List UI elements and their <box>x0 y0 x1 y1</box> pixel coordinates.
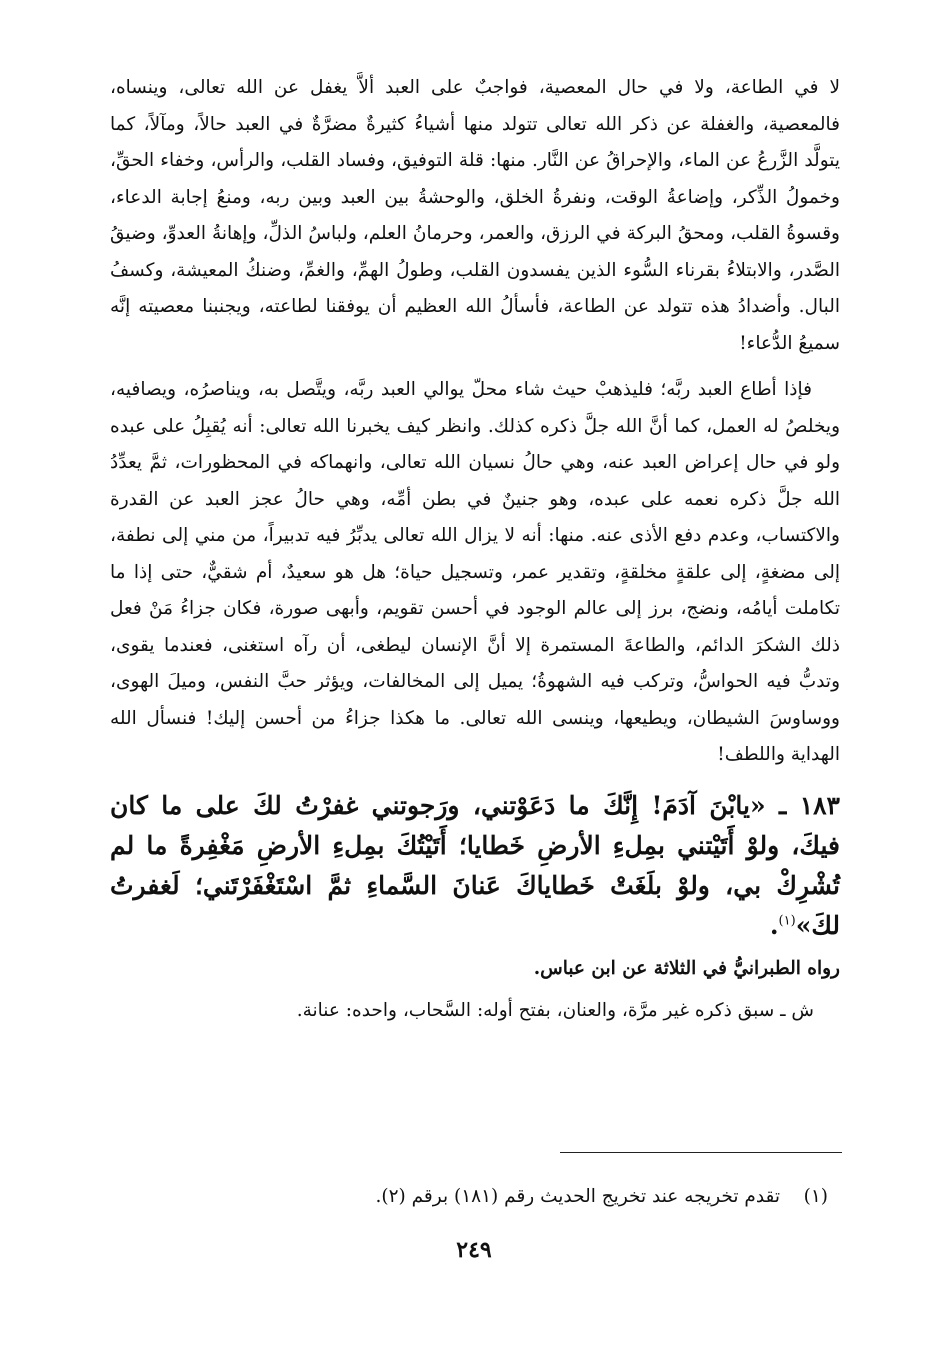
footnote-divider <box>560 1152 842 1153</box>
footnote-marker: (١) <box>803 1186 828 1207</box>
source-line: رواه الطبرانيُّ في الثلاثة عن ابن عباس. <box>533 957 840 979</box>
page-body <box>110 70 840 1028</box>
page-number: ٢٤٩ <box>456 1237 492 1263</box>
hadith-text: ١٨٣ ـ «يابْنَ آدَمَ! إِنَّكَ ما دَعَوْتني، ورَجوتني غفرْتُ لكَ على ما كان فيكَ، ولوْ أَتَيْتني بمِلءِ الأرضِ خَطايا؛ أَتَيْتُكَ بمِلءِ الأرضِ مَغْفِرةً ما لم تُشْرِكْ بي، ولوْ بلَغَتْ خَطاياكَ عَنانَ السَّماءِ ثمَّ اسْتَغْفَرْتَني؛ لَغفرتُ لكَ» <box>110 790 840 940</box>
hadith-183 <box>110 786 840 946</box>
paragraph-1: لا في الطاعة، ولا في حال المعصية، فواجبٌ على العبد ألاَّ يغفل عن الله تعالى، وينساه، فالمعصية، والغفلة عن ذكر الله تعالى تتولد منها أشياءُ كثيرةٌ مضرَّةٌ في العبد حالاً، ومآلاً، كما يتولَّد الزَّرعُ عن الماء، والإحراقُ عن النَّار. منها: قلة التوفيق، وفساد القلب، والرأس، وخفاء الحقِّ، وخمولُ الذِّكر، وإضاعةُ الوقت، ونفرةُ الخلق، والوحشةُ بين العبد وبين ربه، ومنعُ إجابة الدعاء، وقسوةُ القلب، ومحقُ البركة في الرزق، والعمر، وحرمانُ العلم، ولباسُ الذلِّ، وإهانةُ العدوِّ، وضيقُ الصَّدر، والابتلاءُ بقرناء السُّوء الذين يفسدون القلب، وطولُ الهمِّ، والغمِّ، وضنكُ المعيشة، وكسفُ البال. وأضدادُ هذه تتولد عن الطاعة، فأسألُ الله العظيم أن يوفقنا لطاعته، ويجنبنا معصيته إنَّه سميعُ الدُّعاء! <box>110 77 840 354</box>
hadith-footnote-marker[interactable]: (١) <box>778 913 796 929</box>
commentary: ش ـ سبق ذكره غير مرَّة، والعنان، بفتح أوله: السَّحاب، واحده: عنانة. <box>296 999 814 1021</box>
paragraph-2: فإذا أطاع العبد ربَّه؛ فليذهبْ حيث شاء محلّ يوالي العبد ربَّه، ويتَّصل به، ويناصرُه، ويصافيه، ويخلصُ له العمل، كما أنَّ الله جلَّ ذكره كذلك. وانظر كيف يخبرنا الله تعالى: أنه يُقبِلُ على عبده ولو في حال إعراض العبد عنه، وهي حالُ نسيان الله تعالى، وانهماكه في المحظورات، ثمَّ يعدِّدُ الله جلَّ ذكره نعمه على عبده، وهو جنينٌ في بطن أمِّه، وهي حالُ عجز العبد عن القدرة والاكتساب، وعدم دفع الأذى عنه. منها: أنه لا يزال الله تعالى يدبِّرُ فيه تدبيراً، من مني إلى نطفة، إلى مضغةٍ، إلى علقةٍ مخلقةٍ، وتقدير عمر، وتسجيل حياة؛ هل هو سعيدٌ، أم شقيٌّ، حتى إذا ما تكاملت أيامُه، ونضج، برز إلى عالم الوجود في أحسن تقويم، وأبهى صورة، فكان جزاءُ مَنْ فعل ذلك الشكرَ الدائم، والطاعةَ المستمرة إلا أنَّ الإنسان ليطغى، أن رآه استغنى، فعندما يقوى، وتدبُّ فيه الحواسُّ، وتركب فيه الشهوةُ؛ يميل إلى المخالفات، ويؤثر حبَّ النفس، وميلَ الهوى، ووساوسَ الشيطان، ويطيعها، وينسى الله تعالى. ما هكذا جزاءُ من أحسن إليك! فنسأل الله الهداية واللطف! <box>110 379 840 765</box>
footnote-text: تقدم تخريجه عند تخريج الحديث رقم (١٨١) برقم (٢). <box>375 1186 781 1207</box>
footnote <box>110 1182 828 1212</box>
hadith-end: . <box>769 910 779 940</box>
